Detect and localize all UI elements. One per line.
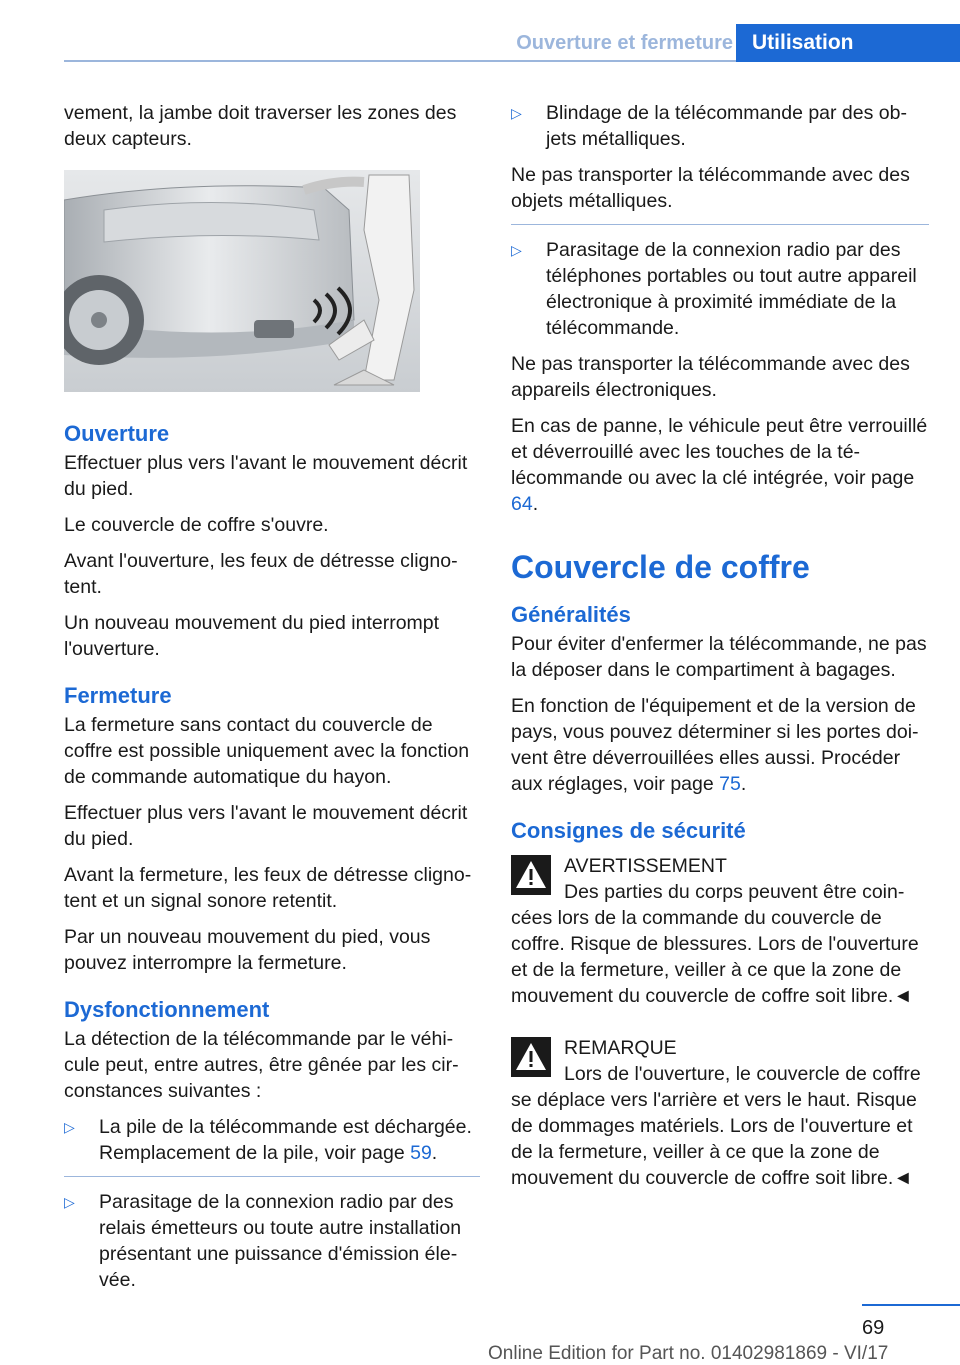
warning-icon (511, 855, 551, 895)
right-column (511, 100, 929, 1203)
fermeture-p1: La fermeture sans contact du couvercle de coffre est possible uniquement avec la fonction de commande automatique du hayon. (64, 714, 470, 788)
list-item: ▷ La pile de la télécommande est déchargée. Remplacement de la pile, voir page 59. (64, 1116, 472, 1164)
triangle-right-icon: ▷ (64, 1119, 75, 1135)
ouverture-p3: Avant l'ouverture, les feux de détresse clignotent. (64, 550, 458, 598)
list-divider (64, 1176, 480, 1177)
heading-consignes-de-securite: Consignes de sécurité (511, 818, 746, 843)
edition-footer: Online Edition for Part no. 01402981869 - VI/17 (488, 1343, 889, 1364)
triangle-right-icon: ▷ (511, 105, 522, 121)
page-link-64[interactable]: 64 (511, 493, 533, 515)
warning-block (511, 853, 929, 1009)
section-title-couvercle-de-coffre: Couvercle de coffre (511, 549, 810, 585)
dysfonction-p1: La détection de la télécommande par le véhicule peut, entre autres, être gênée par les circonstances suivantes : (64, 1028, 459, 1102)
trunk-kick-illustration (64, 170, 420, 392)
ouverture-p2: Le couvercle de coffre s'ouvre. (64, 514, 329, 536)
page-link-59[interactable]: 59 (410, 1142, 432, 1164)
car-rear-foot-sensor-image (64, 170, 420, 392)
footer-rule (862, 1304, 960, 1306)
heading-fermeture: Fermeture (64, 683, 172, 708)
bullet-text: Blindage de la télécommande par des objets métalliques. (546, 102, 907, 150)
generalites-p1: Pour éviter d'enfermer la télécommande, ne pas la déposer dans le compartiment à bagages. (511, 633, 927, 681)
ouverture-p1: Effectuer plus vers l'avant le mouvement décrit du pied. (64, 452, 468, 500)
page-link-75[interactable]: 75 (719, 773, 741, 795)
bullet-text: Parasitage de la connexion radio par des téléphones portables ou tout autre appareil électronique à proximité immédiate de la télécommande. (546, 239, 917, 339)
triangle-right-icon: ▷ (64, 1194, 75, 1210)
notice-title: REMARQUE (564, 1037, 677, 1059)
page-number: 69 (862, 1317, 885, 1339)
list-item (511, 237, 929, 341)
notice-text: Lors de l'ouverture, le couvercle de coffre se déplace vers l'arrière et vers le haut. Risque de dommages matériels. Lors de l'ouverture et de la fermeture, veiller à ce que la zone de mouvement du couvercle de coffre soit libre.◄ (511, 1063, 921, 1189)
triangle-right-icon: ▷ (511, 242, 522, 258)
list-item (511, 100, 929, 152)
intro-paragraph: vement, la jambe doit traverser les zones des deux capteurs. (64, 102, 457, 150)
fermeture-p3: Avant la fermeture, les feux de détresse clignotent et un signal sonore retentit. (64, 864, 472, 912)
fermeture-p4: Par un nouveau mouvement du pied, vous pouvez interrompre la fermeture. (64, 926, 431, 974)
panne-paragraph: En cas de panne, le véhicule peut être verrouillé et déverrouillé avec les touches de la télécommande ou avec la clé intégrée, voir page 64. (511, 415, 928, 515)
bullet-text: La pile de la télécommande est déchargée. Remplacement de la pile, voir page (99, 1116, 472, 1164)
heading-generalites: Généralités (511, 602, 631, 627)
notice-block (511, 1035, 929, 1191)
bullet-subtext: Ne pas transporter la télécommande avec des appareils électroniques. (511, 353, 910, 401)
warning-icon (511, 1037, 551, 1077)
left-column (64, 100, 480, 1303)
bullet-subtext: Ne pas transporter la télécommande avec des objets métalliques. (511, 164, 910, 212)
generalites-p2: En fonction de l'équipement et de la version de pays, vous pouvez déterminer si les portes doivent être déverrouillées elles aussi. Procéder aux réglages, voir page 75. (511, 695, 919, 795)
header-tab[interactable]: Utilisation (736, 24, 960, 62)
heading-ouverture: Ouverture (64, 421, 170, 446)
list-item (64, 1189, 480, 1293)
heading-dysfonctionnement: Dysfonctionnement (64, 997, 270, 1022)
bullet-text: Parasitage de la connexion radio par des relais émetteurs ou toute autre installation présentant une puissance d'émission élevée. (99, 1191, 462, 1291)
warning-text: Des parties du corps peuvent être coincées lors de la commande du couvercle de coffre. Risque de blessures. Lors de l'ouverture et de la fermeture, veiller à ce que la zone de mouvement du couvercle de coffre soit libre.◄ (511, 881, 919, 1007)
ouverture-p4: Un nouveau mouvement du pied interrompt l'ouverture. (64, 612, 440, 660)
header-section-title: Ouverture et fermeture (516, 32, 733, 54)
fermeture-p2: Effectuer plus vers l'avant le mouvement décrit du pied. (64, 802, 468, 850)
warning-title: AVERTISSEMENT (564, 855, 727, 877)
list-divider (511, 224, 929, 225)
